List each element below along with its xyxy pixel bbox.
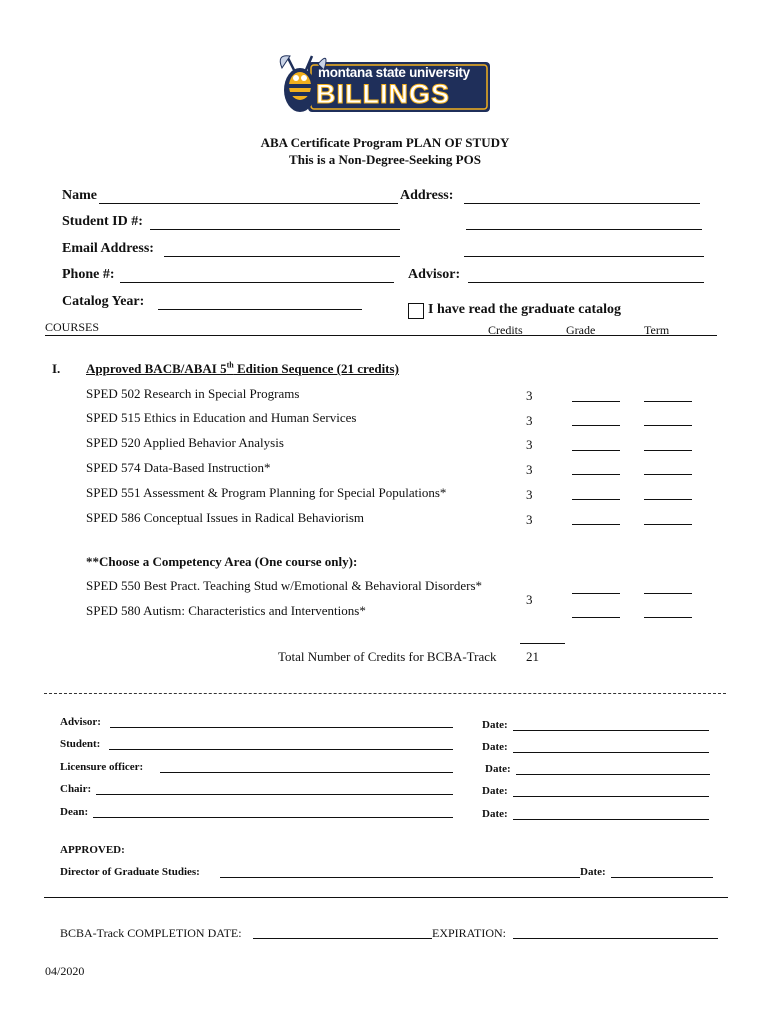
dean-sign-label: Dean: (60, 806, 89, 818)
director-sign-field[interactable] (220, 877, 580, 878)
term-blank[interactable] (644, 401, 692, 402)
total-rule (520, 643, 565, 644)
section-heading-sup: th (226, 360, 234, 370)
licensure-date-field[interactable] (516, 774, 710, 775)
chair-sign-field[interactable] (96, 794, 453, 795)
section-numeral: I. (52, 361, 61, 376)
course-name: SPED 586 Conceptual Issues in Radical Behaviorism (86, 510, 365, 525)
director-date-field[interactable] (611, 877, 713, 878)
grade-blank[interactable] (572, 425, 620, 426)
courses-header-rule (45, 335, 717, 336)
grade-blank[interactable] (572, 474, 620, 475)
term-blank[interactable] (644, 499, 692, 500)
grade-blank[interactable] (572, 593, 620, 594)
student-sign-label: Student: (60, 738, 101, 750)
address-label: Address: (400, 188, 454, 203)
total-label: Total Number of Credits for BCBA-Track (278, 649, 497, 664)
advisor-date-field[interactable] (513, 730, 709, 731)
dean-date-field[interactable] (513, 819, 709, 820)
catalog-checkbox-label: I have read the graduate catalog (428, 302, 621, 317)
name-label: Name (62, 188, 97, 203)
grade-blank[interactable] (572, 450, 620, 451)
competency-credits: 3 (526, 592, 533, 607)
completion-date-field[interactable] (253, 938, 432, 939)
competency-heading: **Choose a Competency Area (One course only): (86, 554, 358, 569)
licensure-sign-label: Licensure officer: (60, 761, 144, 773)
logo-line2: BILLINGS (316, 79, 450, 109)
phone-label: Phone #: (62, 267, 115, 282)
catalog-year-label: Catalog Year: (62, 294, 145, 309)
course-credits: 3 (526, 462, 533, 477)
student-id-field[interactable] (150, 229, 400, 230)
term-blank[interactable] (644, 524, 692, 525)
page-title: ABA Certificate Program PLAN OF STUDY (260, 135, 510, 150)
competency-course: SPED 580 Autism: Characteristics and Interventions* (86, 603, 366, 618)
advisor-field[interactable] (468, 282, 704, 283)
competency-course: SPED 550 Best Pract. Teaching Stud w/Emotional & Behavioral Disorders* (86, 578, 483, 593)
total-value: 21 (526, 649, 539, 664)
course-credits: 3 (526, 487, 533, 502)
term-blank[interactable] (644, 617, 692, 618)
courses-header: COURSES (45, 320, 100, 334)
email-label: Email Address: (62, 241, 154, 256)
expiration-label: EXPIRATION: (432, 926, 506, 940)
advisor-label: Advisor: (408, 267, 461, 282)
chair-date-label: Date: (482, 785, 508, 797)
director-sign-label: Director of Graduate Studies: (60, 866, 200, 878)
course-credits: 3 (526, 512, 533, 527)
dashed-separator (44, 693, 726, 694)
approved-label: APPROVED: (60, 844, 125, 856)
student-date-label: Date: (482, 741, 508, 753)
address-field-3[interactable] (464, 256, 704, 257)
course-name: SPED 574 Data-Based Instruction* (86, 460, 271, 475)
section-heading (86, 361, 399, 377)
dean-sign-field[interactable] (93, 817, 453, 818)
advisor-sign-label: Advisor: (60, 716, 101, 728)
page-subtitle: This is a Non-Degree-Seeking POS (289, 152, 481, 167)
course-name: SPED 502 Research in Special Programs (86, 386, 300, 401)
grade-blank[interactable] (572, 524, 620, 525)
address-field-2[interactable] (466, 229, 702, 230)
course-name: SPED 515 Ethics in Education and Human Services (86, 410, 357, 425)
solid-separator (44, 897, 728, 898)
completion-date-label: BCBA-Track COMPLETION DATE: (60, 926, 242, 940)
catalog-checkbox[interactable] (408, 303, 424, 319)
student-date-field[interactable] (513, 752, 709, 753)
grade-blank[interactable] (572, 499, 620, 500)
grade-header: Grade (566, 323, 596, 337)
grade-blank[interactable] (572, 617, 620, 618)
section-heading-pre: Approved BACB/ABAI 5 (86, 361, 227, 376)
term-header: Term (644, 323, 670, 337)
course-name: SPED 551 Assessment & Program Planning for Special Populations* (86, 485, 447, 500)
course-name: SPED 520 Applied Behavior Analysis (86, 435, 284, 450)
course-credits: 3 (526, 413, 533, 428)
licensure-sign-field[interactable] (160, 772, 453, 773)
chair-sign-label: Chair: (60, 783, 92, 795)
term-blank[interactable] (644, 450, 692, 451)
term-blank[interactable] (644, 474, 692, 475)
msub-logo (278, 50, 492, 120)
dean-date-label: Date: (482, 808, 508, 820)
logo-line1: montana state university (318, 65, 470, 80)
catalog-year-field[interactable] (158, 309, 362, 310)
course-credits: 3 (526, 437, 533, 452)
section-heading-post: Edition Sequence (21 credits) (233, 361, 399, 376)
email-field[interactable] (164, 256, 400, 257)
term-blank[interactable] (644, 425, 692, 426)
advisor-sign-field[interactable] (110, 727, 453, 728)
address-field-1[interactable] (464, 203, 700, 204)
advisor-date-label: Date: (482, 719, 508, 731)
term-blank[interactable] (644, 593, 692, 594)
course-credits: 3 (526, 388, 533, 403)
expiration-field[interactable] (513, 938, 718, 939)
licensure-date-label: Date: (485, 763, 511, 775)
form-version: 04/2020 (45, 964, 85, 978)
chair-date-field[interactable] (513, 796, 709, 797)
student-sign-field[interactable] (109, 749, 453, 750)
name-field[interactable] (99, 203, 398, 204)
director-date-label: Date: (580, 866, 606, 878)
grade-blank[interactable] (572, 401, 620, 402)
credits-header: Credits (488, 323, 523, 337)
student-id-label: Student ID #: (62, 214, 143, 229)
phone-field[interactable] (120, 282, 394, 283)
